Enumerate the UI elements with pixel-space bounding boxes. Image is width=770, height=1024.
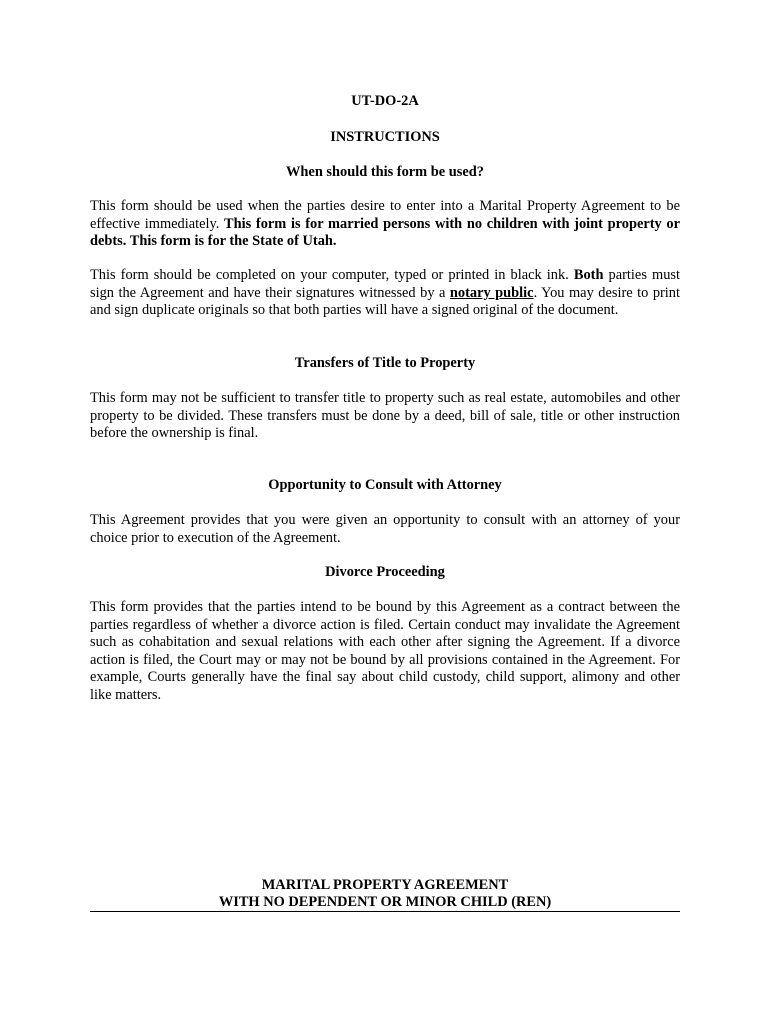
divorce-heading: Divorce Proceeding <box>325 564 445 580</box>
when-used-heading: When should this form be used? <box>286 164 484 180</box>
when-used-paragraph-1 <box>90 198 680 251</box>
when-used-p1-bold: This form is for married persons with no children with joint property or debts. This form is for the State of Utah. <box>90 215 680 249</box>
instructions-title: INSTRUCTIONS <box>330 129 440 145</box>
attorney-heading: Opportunity to Consult with Attorney <box>268 477 502 493</box>
notary-public-emphasis: notary public <box>449 284 534 301</box>
transfers-heading: Transfers of Title to Property <box>294 355 476 371</box>
title-underline-rule <box>90 911 680 912</box>
when-used-paragraph-2 <box>90 267 680 320</box>
when-used-p2-text-1: This form should be completed on your computer, typed or printed in black ink. <box>90 267 574 283</box>
divorce-paragraph: This form provides that the parties intend to be bound by this Agreement as a contract between the parties regardless of whether a divorce action is filed. Certain conduct may invalidate the Agreement such as cohabitation and sexual relations with each other after signing the Agreement. If a divorce action is filed, the Court may or may not be bound by all provisions contained in the Agreement. For example, Courts generally have the final say about child custody, child support, alimony and other like matters. <box>90 599 680 703</box>
form-code: UT-DO-2A <box>351 93 419 109</box>
agreement-title-line-1: MARITAL PROPERTY AGREEMENT <box>261 877 509 893</box>
when-used-p2-text-3: . You may desire to print and sign duplicate originals so that both parties will have a signed original of the document. <box>90 284 680 318</box>
when-used-p2-text-2: parties must sign the Agreement and have their signatures witnessed by a <box>90 267 680 301</box>
when-used-p1-text: This form should be used when the parties desire to enter into a Marital Property Agreement to be effective immediately. <box>90 198 680 232</box>
transfers-paragraph: This form may not be sufficient to transfer title to property such as real estate, automobiles and other property to be divided. These transfers must be done by a deed, bill of sale, title or other instruction before the ownership is final. <box>90 390 680 441</box>
when-used-p2-bold-both: Both <box>573 267 604 283</box>
agreement-title-line-2: WITH NO DEPENDENT OR MINOR CHILD (REN) <box>218 894 552 910</box>
attorney-paragraph: This Agreement provides that you were given an opportunity to consult with an attorney of your choice prior to execution of the Agreement. <box>90 512 680 546</box>
